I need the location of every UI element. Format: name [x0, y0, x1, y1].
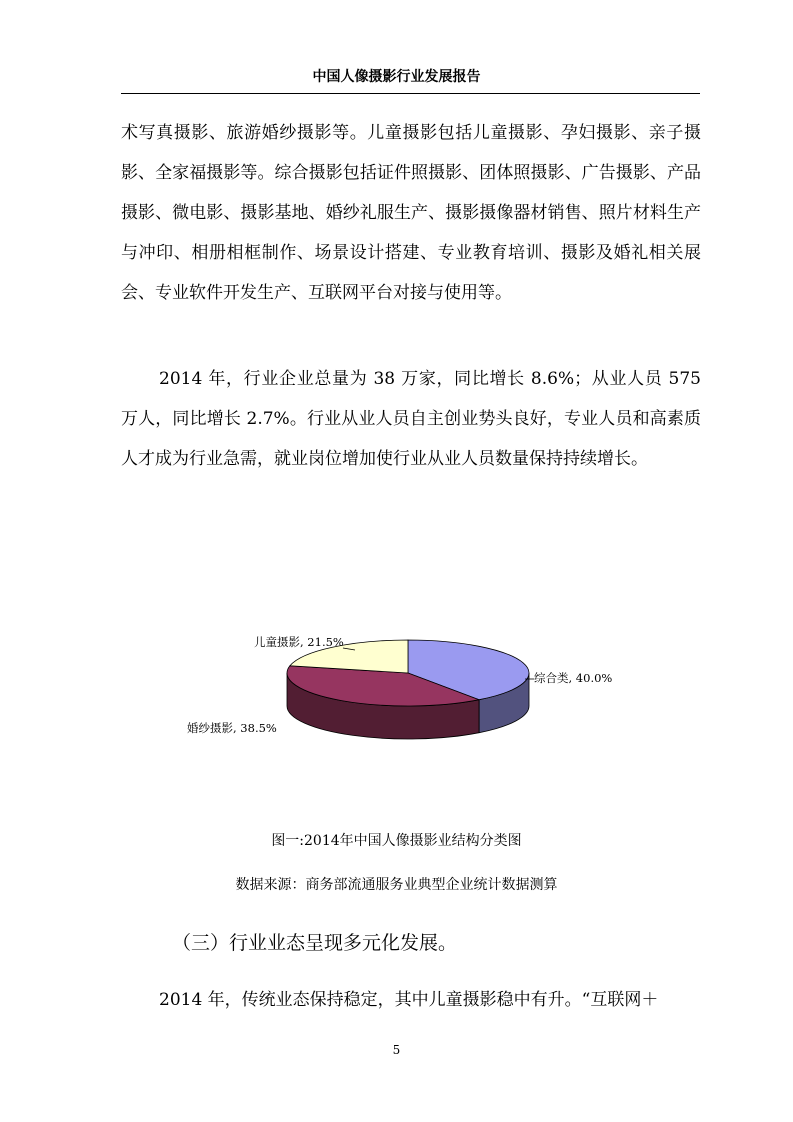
- paragraph-photo-categories: 术写真摄影、旅游婚纱摄影等。儿童摄影包括儿童摄影、孕妇摄影、亲子摄影、全家福摄影等。综合摄影包括证件照摄影、团体照摄影、广告摄影、产品摄影、微电影、摄影基地、婚纱礼服生产、摄影摄像器材销售、照片材料生产与冲印、相册相框制作、场景设计搭建、专业教育培训、摄影及婚礼相关展会、专业软件开发生产、互联网平台对接与使用等。: [121, 123, 701, 303]
- pie-label-composite: 综合类, 40.0%: [534, 671, 613, 685]
- pie-label-children: 儿童摄影, 21.5%: [254, 635, 344, 649]
- paragraph-industry-stats: 2014 年，行业企业总量为 38 万家，同比增长 8.6%；从业人员 575 万人，同比增长 2.7%。行业从业人员自主创业势头良好，专业人员和高素质人才成为行业急需，就业岗位增加使行业从业人员数量保持持续增长。: [121, 369, 701, 469]
- page-number: 5: [392, 1043, 401, 1057]
- page-header-title: 中国人像摄影行业发展报告: [312, 69, 481, 85]
- data-source-note: 数据来源：商务部流通服务业典型企业统计数据测算: [235, 877, 558, 893]
- paragraph-business-forms: 2014 年，传统业态保持稳定，其中儿童摄影稳中有升。“互联网＋: [159, 990, 659, 1010]
- section-heading: （三）行业业态呈现多元化发展。: [172, 932, 458, 954]
- figure-caption: 图一:2014年中国人像摄影业结构分类图: [271, 833, 522, 849]
- pie-tops: [287, 640, 529, 706]
- pie-label-wedding: 婚纱摄影, 38.5%: [187, 721, 277, 735]
